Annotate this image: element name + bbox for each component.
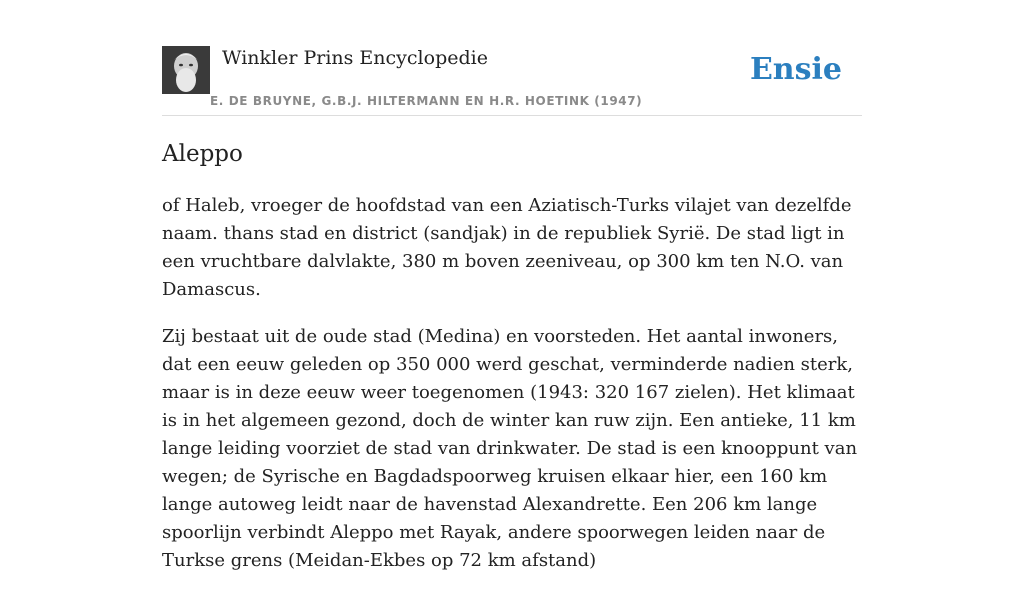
- source-title[interactable]: Winkler Prins Encyclopedie: [222, 47, 488, 69]
- article-paragraph: Zij bestaat uit de oude stad (Medina) en voorsteden. Het aantal inwoners, dat een eeuw geleden op 350 000 werd geschat, verminderde nadien sterk, maar is in deze eeuw weer toegenomen (1943: 320 167 zielen). Het klimaat is in het algemeen gezond, doch de winter kan ruw zijn. Een antieke, 11 km lange leiding voorziet de stad van drinkwater. De stad is een knooppunt van wegen; de Syrische en Bagdadspoorweg kruisen elkaar hier, een 160 km lange autoweg leidt naar de havenstad Alexandrette. Een 206 km lange spoorlijn verbindt Aleppo met Rayak, andere spoorwegen leiden naar de Turkse grens (Meidan-Ekbes op 72 km afstand): [162, 326, 858, 571]
- ensie-logo[interactable]: Ensie: [749, 52, 842, 87]
- header-divider: [162, 115, 862, 116]
- source-authors: E. DE BRUYNE, G.B.J. HILTERMANN EN H.R. HOETINK (1947): [210, 94, 643, 108]
- source-header: [162, 46, 862, 116]
- article-title: Aleppo: [162, 141, 243, 167]
- article: [162, 138, 862, 594]
- portrait-avatar-icon[interactable]: [162, 46, 210, 94]
- article-paragraph: of Haleb, vroeger de hoofdstad van een Aziatisch-Turks vilajet van dezelfde naam. thans stad en district (sandjak) in de republiek Syrië. De stad ligt in een vruchtbare dalvlakte, 380 m boven zeeniveau, op 300 km ten N.O. van Damascus.: [162, 195, 852, 300]
